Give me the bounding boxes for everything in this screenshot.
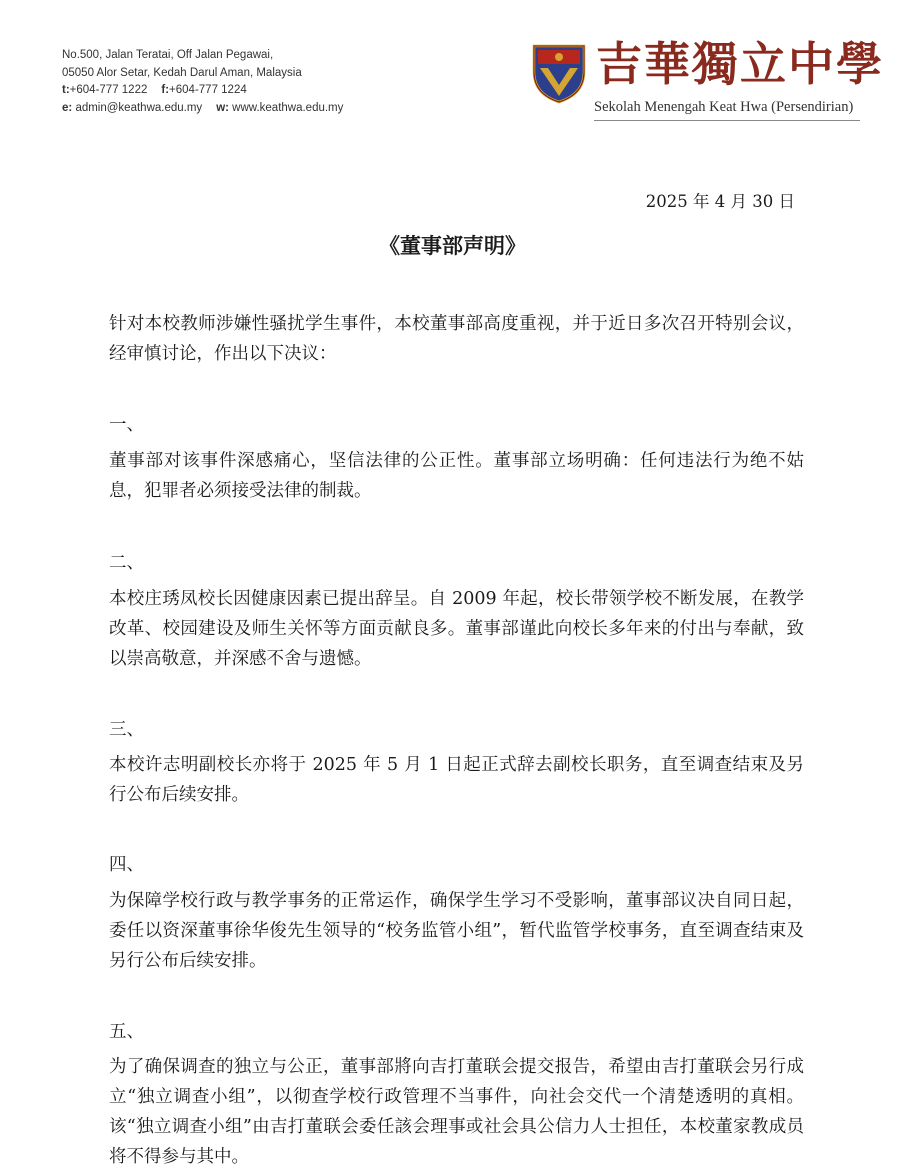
- section-1-text: 董事部对该事件深感痛心，坚信法律的公正性。董事部立场明确：任何违法行为绝不姑息，犯罪者必须接受法律的制裁。: [109, 451, 804, 501]
- fax-number: +604-777 1224: [169, 84, 247, 96]
- intro-paragraph: 针对本校教师涉嫌性骚扰学生事件，本校董事部高度重视，并于近日多次召开特别会议，经审慎讨论，作出以下决议：: [109, 314, 804, 364]
- letterhead: [0, 0, 905, 140]
- section-3-heading: 三、: [109, 720, 144, 740]
- email-address[interactable]: admin@keathwa.edu.my: [75, 101, 203, 114]
- section-2-heading: 二、: [109, 553, 144, 573]
- section-3-text: 本校许志明副校长亦将于 2025 年 5 月 1 日起正式辞去副校长职务，直至调查结束及另行公布后续安排。: [109, 755, 804, 805]
- tel-label: t:: [62, 84, 70, 96]
- fax-label: f:: [161, 84, 170, 96]
- section-5-text: 为了确保调查的独立与公正，董事部將向吉打董联会提交报告，希望由吉打董联会另行成立“独立调查小组”，以彻查学校行政管理不当事件，向社会交代一个清楚透明的真相。该“独立调查小组”由吉打董联会委任該会理事或社会具公信力人士担任，本校董家教成员将不得参与其中。: [109, 1057, 804, 1167]
- school-name-english: Sekolah Menengah Keat Hwa (Persendirian): [594, 99, 854, 115]
- section-4-heading: 四、: [109, 855, 144, 875]
- school-address-block: [62, 47, 343, 117]
- school-crest-icon: [530, 42, 588, 104]
- tel-number: +604-777 1222: [69, 84, 148, 96]
- school-name-chinese: 吉華獨立中學: [596, 37, 884, 91]
- address-line-2: 05050 Alor Setar, Kedah Darul Aman, Malaysia: [62, 66, 302, 79]
- phone-fax-line: [62, 82, 343, 100]
- letterhead-divider: [594, 120, 860, 121]
- section-4-text: 为保障学校行政与教学事务的正常运作，确保学生学习不受影响，董事部议决自同日起，委任以资深董事徐华俊先生领导的“校务监管小组”，暂代监管学校事务，直至调查结束及另行公布后续安排。: [109, 891, 804, 971]
- section-2-text: 本校庄琇凤校长因健康因素已提出辞呈。自 2009 年起，校长带领学校不断发展，在教学改革、校园建设及师生关怀等方面贡献良多。董事部谨此向校长多年来的付出与奉献，致以崇高敬意，并深感不舍与遗憾。: [109, 589, 804, 669]
- email-web-line: [62, 100, 343, 118]
- website-link[interactable]: www.keathwa.edu.my: [232, 101, 344, 114]
- address-line-1: No.500, Jalan Teratai, Off Jalan Pegawai,: [62, 49, 274, 61]
- section-5-heading: 五、: [109, 1022, 144, 1042]
- web-label: w:: [216, 101, 229, 114]
- email-label: e:: [62, 101, 73, 114]
- section-1-heading: 一、: [109, 415, 144, 435]
- statement-date: 2025 年 4 月 30 日: [645, 192, 795, 211]
- statement-title: 《董事部声明》: [379, 233, 526, 258]
